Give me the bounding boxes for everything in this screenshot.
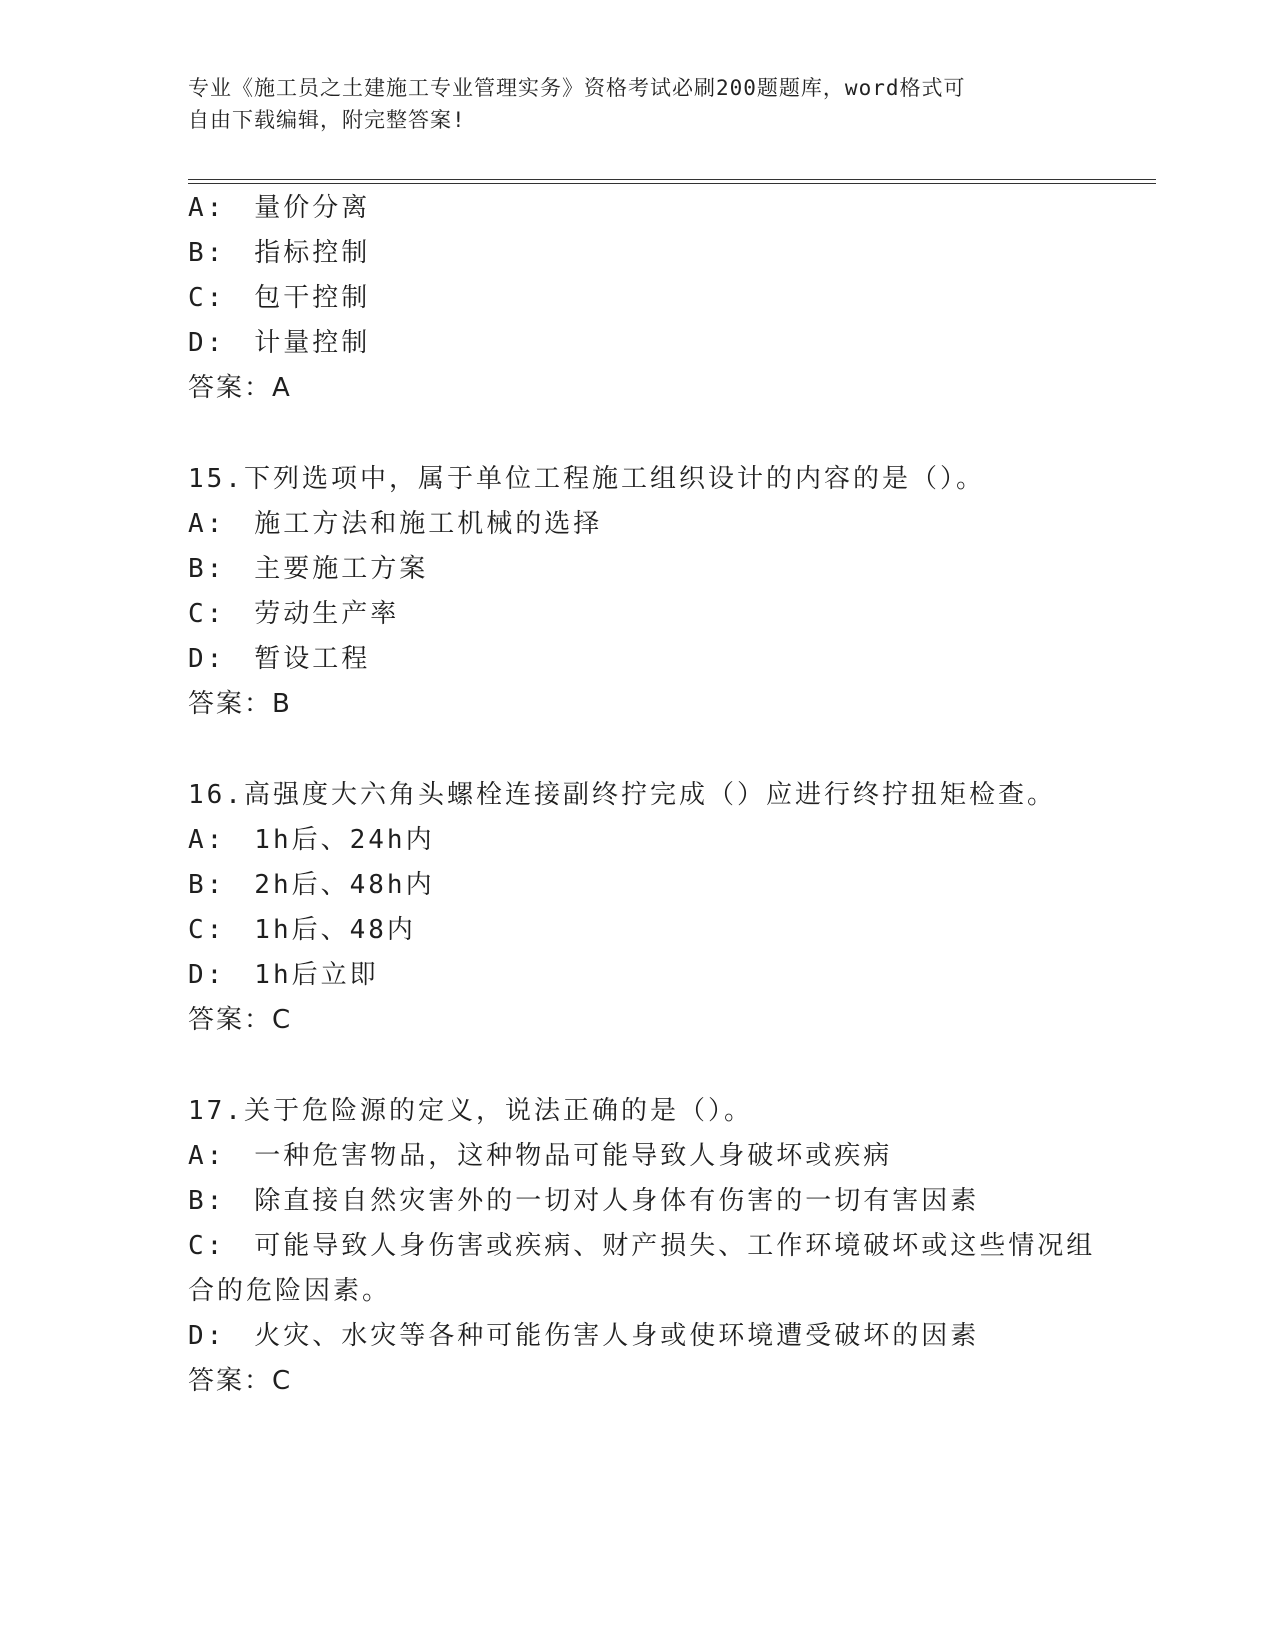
q16-answer: 答案：C xyxy=(188,1005,293,1035)
q15-option-d: D: 暂设工程 xyxy=(188,644,371,674)
q16-option-d: D: 1h后立即 xyxy=(188,960,379,990)
q16-option-a: A: 1h后、24h内 xyxy=(188,825,435,855)
q16-option-c: C: 1h后、48内 xyxy=(188,915,416,945)
q17-option-b: B: 除直接自然灾害外的一切对人身体有伤害的一切有害因素 xyxy=(188,1186,980,1216)
header-divider-bottom xyxy=(188,183,1156,184)
q17-option-c: C: 可能导致人身伤害或疾病、财产损失、工作环境破坏或这些情况组 xyxy=(188,1231,1096,1261)
q16-question: 16.高强度大六角头螺栓连接副终拧完成（）应进行终拧扭矩检查。 xyxy=(188,780,1056,810)
q17-option-a: A: 一种危害物品，这种物品可能导致人身破坏或疾病 xyxy=(188,1141,893,1171)
q17-answer: 答案：C xyxy=(188,1366,293,1396)
q14-option-a: A: 量价分离 xyxy=(188,193,371,223)
q14-option-d: D: 计量控制 xyxy=(188,328,371,358)
q15-option-b: B: 主要施工方案 xyxy=(188,554,429,584)
q14-option-c: C: 包干控制 xyxy=(188,283,371,313)
header-line-1: 专业《施工员之土建施工专业管理实务》资格考试必刷200题题库，word格式可 xyxy=(188,76,966,100)
header-divider-top xyxy=(188,179,1156,180)
q17-option-c-continued: 合的危险因素。 xyxy=(188,1276,392,1306)
document-header xyxy=(188,72,1088,136)
q14-answer: 答案：A xyxy=(188,373,292,403)
q15-question: 15.下列选项中，属于单位工程施工组织设计的内容的是（）。 xyxy=(188,464,985,494)
q17-option-d: D: 火灾、水灾等各种可能伤害人身或使环境遭受破坏的因素 xyxy=(188,1321,980,1351)
q15-option-a: A: 施工方法和施工机械的选择 xyxy=(188,509,603,539)
q16-option-b: B: 2h后、48h内 xyxy=(188,870,435,900)
q14-option-b: B: 指标控制 xyxy=(188,238,371,268)
q17-question: 17.关于危险源的定义，说法正确的是（）。 xyxy=(188,1096,753,1126)
q15-option-c: C: 劳动生产率 xyxy=(188,599,400,629)
q15-answer: 答案：B xyxy=(188,689,292,719)
header-line-2: 自由下载编辑，附完整答案! xyxy=(188,108,466,132)
